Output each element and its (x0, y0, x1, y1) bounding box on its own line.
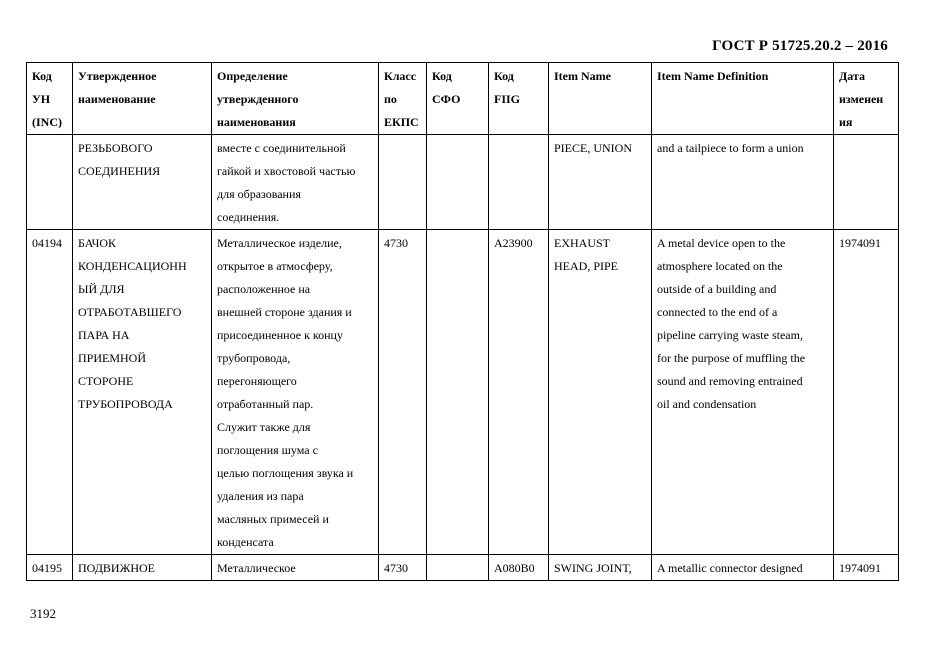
cell-approved-name: РЕЗЬБОВОГО СОЕДИНЕНИЯ (73, 135, 212, 230)
header-fiig: Код FIIG (489, 63, 549, 135)
table-row (27, 135, 899, 230)
header-approved-name: Утвержденное наименование (73, 63, 212, 135)
header-sfo: Код СФО (427, 63, 489, 135)
cell-approved-name: БАЧОК КОНДЕНСАЦИОНН ЫЙ ДЛЯ ОТРАБОТАВШЕГО ПАРА НА ПРИЕМНОЙ СТОРОНЕ ТРУБОПРОВОДА (73, 230, 212, 555)
cell-definition: Металлическое изделие, открытое в атмосферу, расположенное на внешней стороне здания и присоединенное к концу трубопровода, перегоняющего отработанный пар. Служит также для поглощения шума с целью поглощения звука и удаления из пара масляных примесей и конденсата (212, 230, 379, 555)
cell-fiig: A080B0 (489, 555, 549, 581)
cell-inc: 04195 (27, 555, 73, 581)
header-date: Дата изменен ия (834, 63, 899, 135)
cell-class: 4730 (379, 230, 427, 555)
header-definition: Определение утвержденного наименования (212, 63, 379, 135)
table-row (27, 230, 899, 555)
header-item-name: Item Name (549, 63, 652, 135)
table-header-row (27, 63, 899, 135)
page-number: 3192 (30, 606, 56, 621)
cell-date: 1974091 (834, 230, 899, 555)
cell-date: 1974091 (834, 555, 899, 581)
cell-inc: 04194 (27, 230, 73, 555)
cell-item-definition: A metal device open to the atmosphere located on the outside of a building and connected to the end of a pipeline carrying waste steam, for the purpose of muffling the sound and removing entrained oil and condensation (652, 230, 834, 555)
table-row (27, 555, 899, 581)
cell-fiig: A23900 (489, 230, 549, 555)
cell-item-name: SWING JOINT, (549, 555, 652, 581)
cell-item-name: EXHAUST HEAD, PIPE (549, 230, 652, 555)
cell-date (834, 135, 899, 230)
cell-sfo (427, 555, 489, 581)
header-inc: Код УН (INC) (27, 63, 73, 135)
cell-item-definition: A metallic connector designed (652, 555, 834, 581)
header-class: Класс по ЕКПС (379, 63, 427, 135)
header-item-definition: Item Name Definition (652, 63, 834, 135)
cell-item-definition: and a tailpiece to form a union (652, 135, 834, 230)
cell-fiig (489, 135, 549, 230)
cell-class (379, 135, 427, 230)
cell-inc (27, 135, 73, 230)
cell-sfo (427, 230, 489, 555)
document-standard-number: ГОСТ Р 51725.20.2 – 2016 (712, 38, 888, 54)
item-name-table (26, 62, 899, 581)
cell-approved-name: ПОДВИЖНОЕ (73, 555, 212, 581)
cell-item-name: PIECE, UNION (549, 135, 652, 230)
cell-definition: Металлическое (212, 555, 379, 581)
cell-class: 4730 (379, 555, 427, 581)
cell-definition: вместе с соединительной гайкой и хвостовой частью для образования соединения. (212, 135, 379, 230)
cell-sfo (427, 135, 489, 230)
